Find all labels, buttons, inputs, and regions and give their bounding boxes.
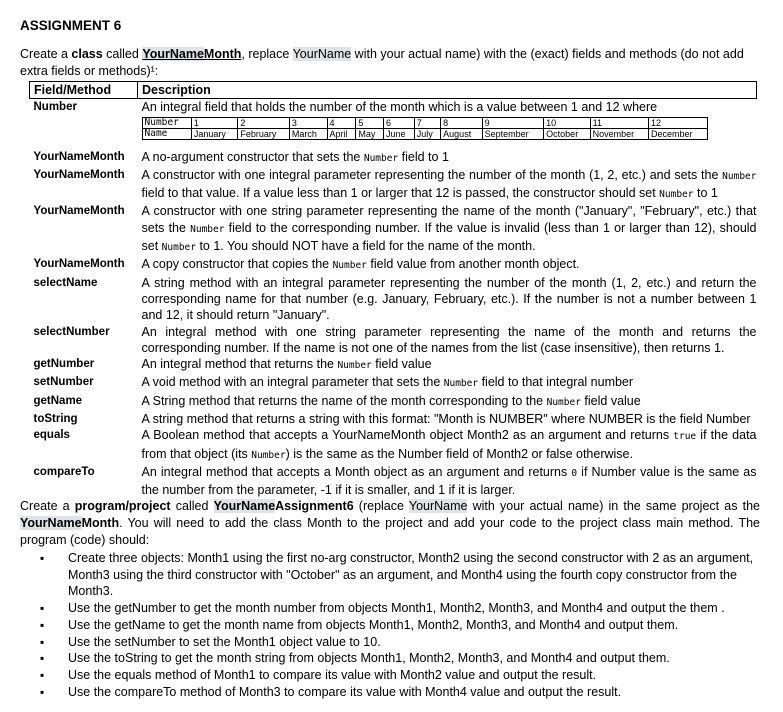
months-cell: Name — [142, 128, 191, 139]
program-paragraph — [20, 498, 760, 549]
desc-text: A String method that returns the name of the month corresponding to the — [141, 393, 547, 408]
code-text: Number — [443, 378, 479, 390]
table-row — [30, 427, 757, 464]
months-cell: December — [649, 128, 707, 139]
months-cell: 2 — [238, 117, 289, 128]
months-cell: August — [441, 128, 482, 139]
program-text: with your actual name) in the same project as the — [467, 499, 760, 513]
method-name: setNumber — [33, 376, 94, 389]
code-text: Number — [546, 396, 581, 408]
method-description — [138, 149, 757, 167]
program-text: Create a — [20, 499, 75, 513]
table-row — [30, 411, 757, 427]
months-cell: Number — [142, 117, 191, 128]
code-text: true — [673, 431, 697, 443]
desc-text: A no-argument constructor that sets the — [141, 149, 364, 164]
months-cell: March — [289, 128, 327, 139]
desc-text: to 1 — [693, 186, 718, 201]
desc-text: A void method with an integral parameter that sets the — [141, 375, 444, 390]
list-item: ▪ Use the setNumber to set the Month1 object value to 10. — [40, 634, 756, 651]
table-row — [30, 324, 757, 357]
months-cell: 12 — [649, 117, 707, 128]
months-cell: 6 — [384, 117, 415, 128]
months-cell: 1 — [191, 117, 237, 128]
method-name: YourNameMonth — [33, 205, 125, 218]
code-text: Number — [332, 260, 367, 272]
intro-paragraph — [20, 46, 760, 80]
table-row — [30, 464, 757, 499]
months-number-row — [142, 117, 707, 128]
method-description — [138, 464, 757, 499]
desc-text: field to the corresponding number. If the value is invalid (less than 1 or larger than 12), should set — [141, 220, 757, 254]
intro-text: , replace — [241, 47, 293, 61]
code-text: Number — [337, 360, 372, 372]
method-description — [138, 427, 757, 464]
months-cell: September — [482, 128, 544, 139]
list-item: ▪ Use the getName to get the month name from objects Month1, Month2, Month3, and Month4 and output them. — [40, 617, 756, 634]
months-cell: 7 — [414, 117, 440, 128]
method-description: A string method with an integral parameter representing the number of the month (1, 2, etc.) and return the corresponding name for that number (e.g. January, February, etc.). If the number is not a number between 1 and 12, it should return "January". — [141, 275, 757, 323]
desc-text: to 1. You should NOT have a field for the name of the month. — [195, 239, 536, 254]
code-text: Number — [659, 189, 694, 201]
table-row — [30, 167, 757, 204]
months-cell: 8 — [441, 117, 482, 128]
desc-text: A constructor with one integral parameter representing the number of the month (1, 2, etc.) and sets the — [141, 167, 723, 182]
code-text: Number — [251, 449, 286, 461]
months-cell: January — [191, 128, 237, 139]
program-text: (replace — [353, 499, 409, 513]
desc-text: if Number value is the same as the number from the parameter, -1 if it is smaller, and 1 if it is larger. — [141, 464, 757, 498]
list-item: ▪ Use the getNumber to get the month number from objects Month1, Month2, Month3, and Month4 and output the them . — [40, 600, 756, 617]
method-name: toString — [33, 413, 78, 426]
intro-yourname: YourName — [142, 47, 204, 61]
intro-class-word: class — [71, 47, 103, 61]
table-row — [30, 99, 757, 143]
table-row — [30, 256, 757, 274]
desc-text: field value — [580, 393, 641, 408]
desc-text: An integral method that returns the — [141, 357, 338, 372]
header-description: Description — [138, 82, 757, 99]
months-cell: July — [414, 128, 440, 139]
code-text: Number — [722, 170, 757, 182]
months-cell: 3 — [289, 117, 327, 128]
list-item: ▪ Use the toString to get the month string from objects Month1, Month2, Month3, and Month4 and output them. — [40, 650, 756, 667]
method-name: selectNumber — [33, 325, 110, 338]
intro-text: called — [102, 47, 143, 61]
steps-list — [40, 550, 756, 700]
months-cell: 10 — [544, 117, 590, 128]
assignment-title: ASSIGNMENT 6 — [20, 18, 122, 33]
method-description — [138, 393, 757, 411]
desc-text: field value from another month object. — [366, 257, 580, 272]
table-row — [30, 356, 757, 374]
field-description — [138, 99, 757, 143]
code-text: Number — [190, 223, 225, 235]
number-description: An integral field that holds the number of the month which is a value between 1 and 12 where — [141, 100, 658, 115]
program-month: Month — [81, 516, 120, 530]
method-name: selectName — [33, 276, 98, 289]
months-cell: 5 — [356, 117, 384, 128]
header-field-method: Field/Method — [30, 82, 138, 99]
table-row — [30, 393, 757, 411]
method-name: getName — [33, 394, 83, 407]
table-row — [30, 275, 757, 324]
program-yourname: YourName — [213, 499, 276, 513]
months-table — [142, 117, 708, 140]
desc-text: ) is the same as the Number field of Month2 or false otherwise. — [285, 446, 633, 461]
list-item: ▪ Use the compareTo method of Month3 to compare its value with Month4 value and output the result. — [40, 684, 756, 701]
method-name: YourNameMonth — [33, 168, 125, 181]
desc-text: field value — [371, 357, 432, 372]
table-header-row — [30, 82, 757, 99]
months-cell: 4 — [327, 117, 356, 128]
desc-text: A copy constructor that copies the — [141, 257, 333, 272]
method-name: equals — [33, 429, 70, 442]
desc-text: field to that value. If a value less than 1 or larger that 12 is passed, the constructor should set — [141, 186, 660, 201]
desc-text: An integral method that accepts a Month object as an argument and returns — [141, 464, 572, 479]
code-text: Number — [161, 242, 196, 254]
months-cell: November — [590, 128, 648, 139]
months-cell: May — [356, 128, 384, 139]
program-text: . You will need to add the class Month to the project and add your code to the project class main method. The program (code) should: — [20, 516, 760, 547]
intro-month: Month — [203, 47, 242, 61]
desc-text: field to that integral number — [478, 375, 634, 390]
program-yourname-2: YourName — [408, 499, 468, 513]
desc-text: field to 1 — [398, 149, 449, 164]
months-cell: October — [544, 128, 590, 139]
desc-text: if the data from that object (its — [141, 428, 757, 461]
program-text: called — [170, 499, 214, 513]
program-yourname-3: YourName — [20, 516, 82, 530]
method-name: YourNameMonth — [33, 258, 125, 271]
code-text: 0 — [571, 467, 578, 479]
program-assignment-name: Assignment6 — [275, 499, 354, 513]
months-cell: February — [238, 128, 289, 139]
method-name: getNumber — [33, 358, 95, 371]
method-description — [138, 203, 757, 256]
months-cell: April — [327, 128, 356, 139]
list-item: ▪ Use the equals method of Month1 to compare its value with Month2 value and output the result. — [40, 667, 756, 684]
desc-text: A constructor with one string parameter representing the name of the month ("January", "February", etc.) that sets the — [141, 204, 757, 235]
intro-text: with your actual name) with the (exact) fields and methods (do not add extra fields or methods)¹: — [20, 47, 744, 78]
method-description — [138, 256, 757, 274]
months-name-row — [142, 128, 707, 139]
desc-text: A Boolean method that accepts a YourNameMonth object Month2 as an argument and returns — [141, 428, 674, 443]
table-row — [30, 149, 757, 167]
method-description — [138, 167, 757, 204]
program-project-word: program/project — [74, 499, 171, 513]
code-text: Number — [363, 152, 399, 164]
intro-text: Create a — [20, 47, 72, 61]
method-description — [138, 356, 757, 374]
method-description — [138, 374, 757, 392]
months-cell: 11 — [590, 117, 648, 128]
months-cell: 9 — [482, 117, 544, 128]
table-row — [30, 374, 757, 392]
method-name: YourNameMonth — [33, 150, 125, 163]
table-row — [30, 203, 757, 256]
intro-yourname-2: YourName — [292, 47, 352, 61]
method-description: An integral method with one string parameter representing the name of the month and returns the corresponding number. If the name is not one of the names from the list (case insensitive), then returns 1. — [141, 324, 757, 355]
field-name: Number — [33, 101, 77, 114]
method-name: compareTo — [33, 465, 95, 478]
fields-methods-table — [29, 81, 757, 499]
months-cell: June — [384, 128, 415, 139]
list-item: ▪ Create three objects: Month1 using the first no-arg constructor, Month2 using the second constructor with 2 as an argument, Month3 using the third constructor with "October" as an argument, and Month4 using the fourth copy constructor from the Month3. — [40, 550, 756, 600]
method-description: A string method that returns a string with this format: "Month is NUMBER" where NUMBER is the field Number — [141, 412, 751, 427]
